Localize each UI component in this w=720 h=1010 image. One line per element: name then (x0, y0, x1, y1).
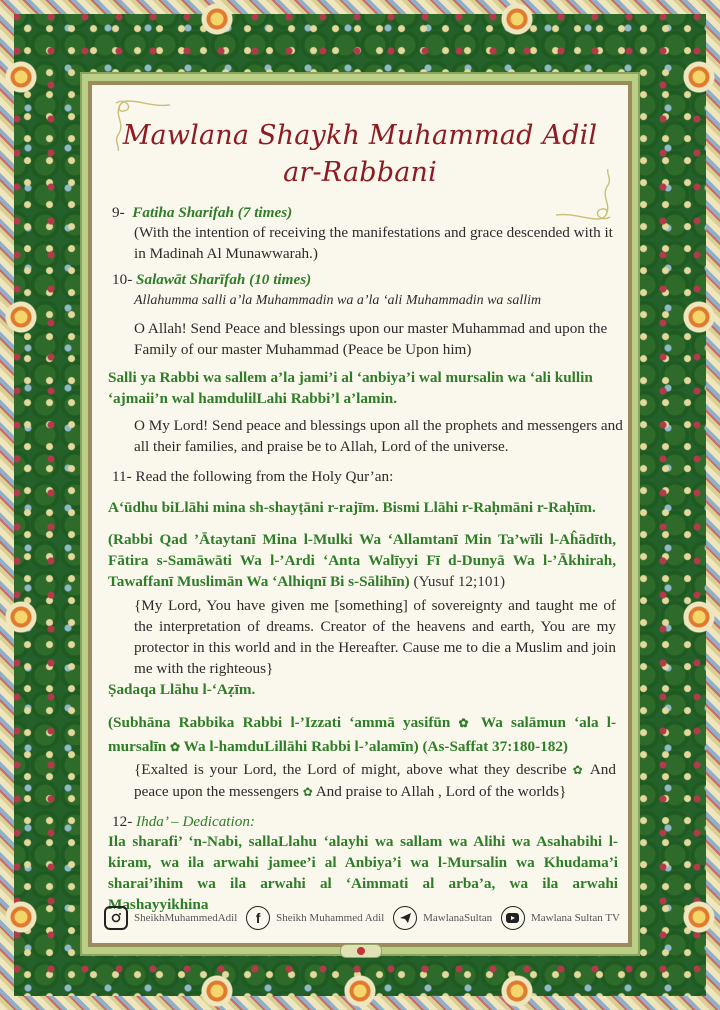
flower-icon: ✿ (302, 785, 313, 799)
frame-ornament (500, 2, 534, 36)
flower-icon: ✿ (170, 740, 181, 754)
frame-ornament (343, 974, 377, 1008)
frame-ornament (682, 300, 716, 334)
section-heading-text: Salawāt Sharīfah (10 times) (136, 271, 312, 288)
section-heading-text: Read the following from the Holy Qur’an: (135, 468, 394, 485)
section-number: 10- (112, 271, 133, 288)
section-9-heading (112, 202, 612, 223)
social-label: SheikhMuhammedAdil (134, 912, 238, 924)
frame-ornament (4, 300, 38, 334)
saffat-translation-part: {Exalted is your Lord, the Lord of might, above what they describe (134, 761, 567, 778)
section-number: 11- (112, 468, 132, 485)
sadaqa-allah: Ṣadaqa Llāhu l-‘Aẓīm. (108, 681, 256, 698)
saffat-verse (108, 711, 616, 759)
salawat-translation: O Allah! Send Peace and blessings upon our master Muhammad and upon the Family of our master Muhammad (Peace be Upon him) (134, 320, 608, 358)
frame-ornament (200, 974, 234, 1008)
salli-ya-rabbi-translation: O My Lord! Send peace and blessings upon all the prophets and messengers and all their families, and praise be to Allah, Lord of the universe. (134, 417, 623, 455)
saffat-translation-part: And peace upon the messengers (134, 761, 616, 800)
section-11-heading (112, 466, 612, 487)
section-9-note: (With the intention of receiving the manifestations and grace descended with it in Madinah Al Munawwarah.) (134, 224, 613, 262)
social-label: Sheikh Muhammed Adil (276, 912, 385, 924)
frame-ornament (682, 900, 716, 934)
social-link-facebook[interactable] (246, 906, 384, 930)
saffat-translation-part: And praise to Allah , Lord of the worlds} (315, 783, 567, 800)
dedication-text: Ila sharafi’ ‘n-Nabi, sallaLlahu ‘alayhi wa sallam wa Alihi wa Asahabihi l-kiram, wa ila arwahi jamee’i al Anbiya’i wa l-Mursalin wa Khudama’i sharai’ihim wa ila arwahi al ‘Aimmati al arba’a, wa ila arwahi Mashayyikhina (108, 833, 618, 913)
frame-ornament (500, 974, 534, 1008)
social-links-bar (104, 904, 620, 932)
frame-ornament (682, 60, 716, 94)
section-10-heading (112, 269, 612, 290)
telegram-icon (393, 906, 417, 930)
social-label: MawlanaSultan (423, 912, 493, 924)
yusuf-verse-translation: {My Lord, You have given me [something] of sovereignty and taught me of the interpretation of dreams. Creator of the heavens and earth, You are my protector in this world and in the Hereafter. Cause me to die a Muslim and join me with the righteous} (134, 597, 616, 677)
saffat-verse-part: Wa salāmun ‘ala l-mursalīn (108, 714, 617, 755)
section-12-heading (112, 811, 612, 832)
social-link-youtube[interactable] (501, 906, 620, 930)
saffat-verse-part: Wa l-hamduLillāhi Rabbi l-’alamīn) (As-Saffat 37:180-182) (183, 738, 568, 755)
flower-icon: ✿ (458, 716, 473, 730)
instagram-icon (104, 906, 128, 930)
salli-ya-rabbi-text: Salli ya Rabbi wa sallem a’la jami’i al ‘anbiya’i wal mursalin wa ‘ali kullin ‘ajmaii’n wal hamdulilLahi Rabbi’l a’lamin. (108, 369, 593, 407)
yusuf-verse-text: (Rabbi Qad ’Ātaytanī Mina l-Mulki Wa ‘Allamtanī Min Ta’wīli l-Aĥādīth, Fātira s-Samāwāti Wa l-’Ardi ‘Anta Walīyyi Fī d-Dunyā Wa l-’Ākhirah, Tawaffanī Muslimān Wa ‘Alhiqnī Bi s-Sālihīn) (108, 531, 616, 590)
page-title: Mawlana Shaykh Muhammad Adil (122, 120, 598, 151)
social-label: Mawlana Sultan TV (530, 912, 620, 924)
social-link-telegram[interactable] (393, 906, 492, 930)
document-page (92, 85, 628, 943)
salawat-transliteration: Allahumma salli a’la Muhammadin wa a’la ‘ali Muhammadin wa sallim (134, 293, 542, 308)
yusuf-verse-reference: (Yusuf 12;101) (413, 573, 506, 590)
frame-ornament (682, 600, 716, 634)
yusuf-verse (108, 529, 616, 592)
page-subtitle: ar-Rabbani (283, 157, 437, 188)
frame-ornament (4, 60, 38, 94)
facebook-icon: f (246, 906, 270, 930)
audhu-basmala: A‘ūdhu biLlāhi mina sh-shayṭāni r-rajīm. Bismi Llāhi r-Raḥmāni r-Raḥīm. (108, 499, 596, 516)
section-number: 9- (112, 204, 125, 221)
youtube-icon (501, 906, 525, 930)
frame-ornament (200, 2, 234, 36)
section-number: 12- (112, 813, 133, 830)
section-heading-text: Fatiha Sharifah (7 times) (132, 204, 293, 221)
flower-icon: ✿ (572, 763, 585, 777)
bottom-medallion-ornament (340, 944, 382, 958)
saffat-verse-part: (Subhāna Rabbika Rabbi l-’Izzati ‘ammā yasifūn (108, 714, 451, 731)
section-heading-text: Ihda’ – Dedication: (136, 813, 255, 830)
frame-ornament (4, 600, 38, 634)
frame-ornament (4, 900, 38, 934)
social-link-instagram[interactable] (104, 906, 237, 930)
saffat-verse-translation (134, 759, 616, 803)
